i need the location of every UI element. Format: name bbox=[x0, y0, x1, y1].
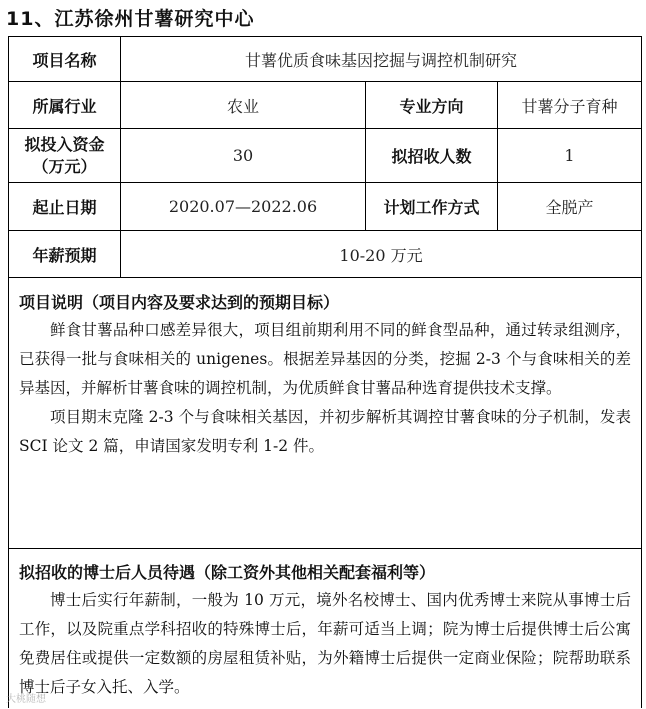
row-project-name bbox=[9, 37, 641, 82]
work-mode-value: 全脱产 bbox=[497, 183, 641, 230]
recruits-value: 1 bbox=[497, 129, 641, 182]
funding-value: 30 bbox=[120, 129, 365, 182]
row-industry bbox=[9, 82, 641, 129]
salary-label: 年薪预期 bbox=[32, 245, 97, 265]
dates-label: 起止日期 bbox=[32, 198, 97, 217]
recruits-label: 拟招收人数 bbox=[365, 129, 497, 182]
funding-label-line1: 拟投入资金 bbox=[24, 134, 105, 154]
salary-value: 10-20 万元 bbox=[120, 231, 641, 277]
description-paragraph-2: 项目期末克隆 2-3 个与食味相关基因，并初步解析其调控甘薯食味的分子机制，发表 SCI 论文 2 篇，申请国家发明专利 1-2 件。 bbox=[19, 408, 631, 455]
benefits-title: 拟招收的博士后人员待遇（除工资外其他相关配套福利等） bbox=[19, 563, 436, 582]
industry-value: 农业 bbox=[120, 82, 365, 128]
watermark: 大桃随想 bbox=[6, 694, 46, 705]
specialty-value: 甘薯分子育种 bbox=[497, 82, 641, 128]
industry-label: 所属行业 bbox=[32, 96, 97, 116]
funding-label bbox=[9, 129, 120, 182]
work-mode-label: 计划工作方式 bbox=[365, 183, 497, 230]
project-table bbox=[8, 36, 642, 708]
specialty-label: 专业方向 bbox=[365, 82, 497, 128]
description-section bbox=[9, 278, 641, 549]
row-dates bbox=[9, 183, 641, 231]
row-funding bbox=[9, 129, 641, 183]
funding-label-line2: （万元） bbox=[32, 156, 97, 176]
benefits-section bbox=[9, 549, 641, 709]
row-salary bbox=[9, 231, 641, 278]
project-name-label: 项目名称 bbox=[32, 50, 97, 70]
benefits-paragraph-1: 博士后实行年薪制，一般为 10 万元，境外名校博士、国内优秀博士来院从事博士后工作，以及院重点学科招收的特殊博士后，年薪可适当上调；院为博士后提供博士后公寓免费居住或提供一定数额的房屋租赁补贴，为外籍博士后提供一定商业保险；院帮助联系博士后子女入托、入学。 bbox=[19, 591, 631, 696]
project-name-value: 甘薯优质食味基因挖掘与调控机制研究 bbox=[120, 37, 641, 81]
dates-value: 2020.07—2022.06 bbox=[120, 183, 365, 230]
description-title: 项目说明（项目内容及要求达到的预期目标） bbox=[19, 293, 340, 312]
page-heading: 11、江苏徐州甘薯研究中心 bbox=[6, 8, 255, 30]
description-paragraph-1: 鲜食甘薯品种口感差异很大，项目组前期利用不同的鲜食型品种，通过转录组测序，已获得一批与食味相关的 unigenes。根据差异基因的分类，挖掘 2-3 个与食味相关的差异基因，并解析甘薯食味的调控机制，为优质鲜食甘薯品种选育提供技术支撑。 bbox=[19, 321, 631, 397]
